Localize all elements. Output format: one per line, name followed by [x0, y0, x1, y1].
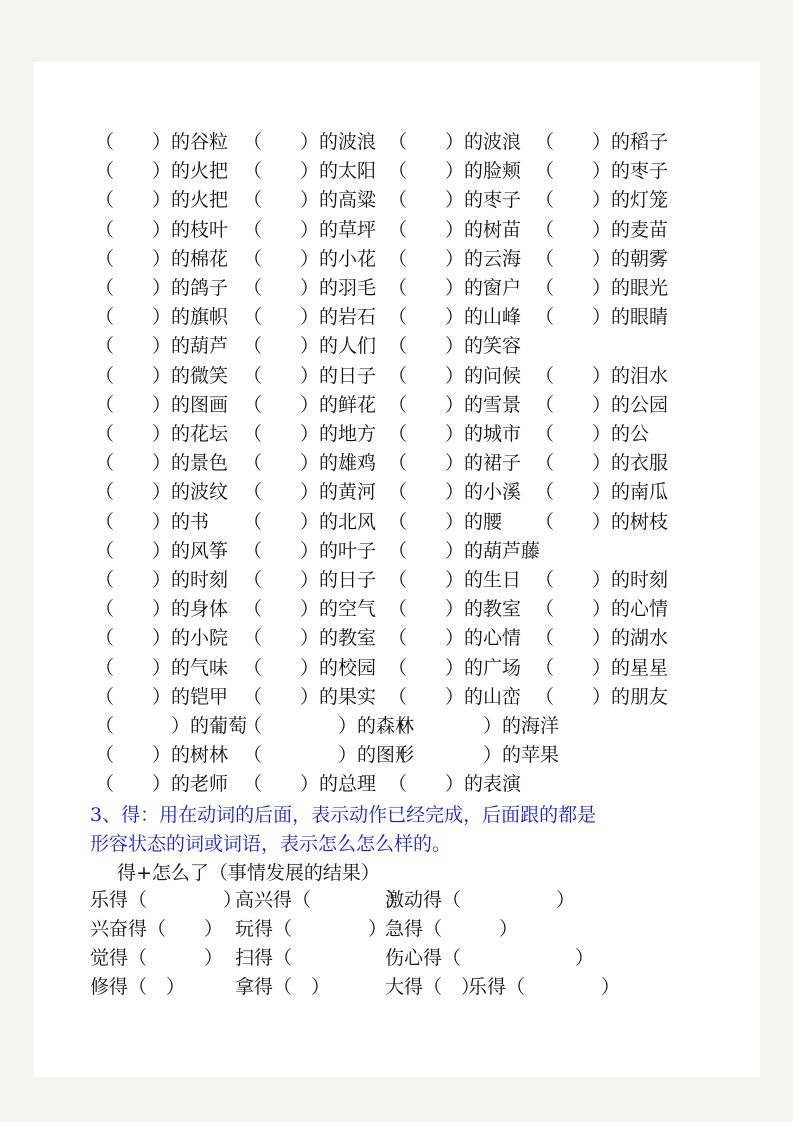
exercise-row — [0, 245, 793, 274]
fill-in-phrase: （ ）的日子 — [243, 569, 377, 591]
fill-in-phrase: （ ）的图形 — [243, 744, 415, 767]
exercise-row — [0, 157, 793, 186]
fill-in-phrase: （ ）的裙子 — [388, 452, 522, 475]
fill-in-phrase: （ ）的城市 — [388, 423, 522, 445]
fill-in-phrase: （ ）的公 — [535, 423, 650, 445]
exercise-row — [0, 595, 793, 624]
fill-in-phrase: 觉得（ ） — [90, 947, 224, 969]
fill-in-phrase: （ ）的树林 — [95, 744, 229, 767]
fill-in-phrase: 扫得（ — [235, 947, 293, 969]
fill-in-phrase: （ ）的枝叶 — [95, 218, 229, 241]
fill-in-phrase: （ ）的生日 — [388, 569, 522, 591]
fill-in-phrase: （ ）的小花 — [243, 247, 377, 270]
exercise-row — [0, 508, 793, 537]
fill-in-phrase: （ ）的稻子 — [535, 131, 669, 153]
exercise-row — [0, 741, 793, 770]
exercise-row — [0, 624, 793, 653]
fill-in-phrase: 高兴得（ ） — [235, 889, 407, 911]
fill-in-phrase: 拿得（ ） — [235, 976, 331, 998]
fill-in-phrase: （ ）的山峰 — [388, 306, 522, 329]
fill-in-phrase: （ ）的地方 — [243, 423, 377, 445]
exercise-row — [0, 712, 793, 741]
fill-in-phrase: （ ）的书 — [95, 510, 210, 533]
fill-in-phrase: （ ）的校园 — [243, 656, 377, 679]
fill-in-phrase: （ ）的笑容 — [388, 335, 522, 358]
fill-in-phrase: （ ）的星星 — [535, 656, 669, 679]
fill-in-phrase: （ ）的海洋 — [388, 715, 560, 737]
fill-in-phrase: （ ）的南瓜 — [535, 481, 669, 504]
fill-in-phrase: 大得（ ） — [385, 976, 481, 998]
exercise-row — [0, 886, 793, 915]
exercise-row — [0, 362, 793, 391]
fill-in-phrase: （ ）的风筝 — [95, 539, 229, 562]
exercise-row — [0, 274, 793, 303]
fill-in-phrase: （ ）的黄河 — [243, 481, 377, 504]
fill-in-phrase: （ ）的心情 — [535, 598, 669, 621]
fill-in-phrase: （ ）的波纹 — [95, 481, 229, 504]
fill-in-phrase: （ ）的太阳 — [243, 160, 377, 183]
fill-in-phrase: （ ）的葫芦 — [95, 335, 229, 358]
fill-in-phrase: （ ）的景色 — [95, 452, 229, 475]
fill-in-phrase: （ ）的岩石 — [243, 306, 377, 329]
fill-in-phrase: （ ）的时刻 — [95, 569, 229, 591]
exercise-row — [0, 683, 793, 712]
fill-in-phrase: （ ）的气味 — [95, 656, 229, 679]
fill-in-phrase: （ ）的日子 — [243, 364, 377, 387]
fill-in-phrase: （ ）的朋友 — [535, 685, 669, 708]
fill-in-phrase: （ ）的葡萄 — [95, 715, 248, 737]
fill-in-phrase: （ ）的叶子 — [243, 539, 377, 562]
exercise-row — [0, 566, 793, 595]
fill-in-phrase: （ ）的谷粒 — [95, 131, 229, 153]
fill-in-phrase: 急得（ ） — [385, 918, 519, 940]
fill-in-phrase: （ ）的总理 — [243, 773, 377, 796]
fill-in-phrase: （ ）的教室 — [388, 598, 522, 621]
fill-in-phrase: （ ）的麦苗 — [535, 218, 669, 241]
fill-in-phrase: 乐得（ ） — [90, 889, 243, 911]
fill-in-phrase: （ ）的花坛 — [95, 423, 229, 445]
fill-in-phrase: （ ）的枣子 — [388, 189, 522, 212]
exercise-row — [0, 216, 793, 245]
fill-in-phrase: 伤心得（ ） — [385, 947, 595, 969]
fill-in-phrase: （ ）的棉花 — [95, 247, 229, 270]
fill-in-phrase: （ ）的图画 — [95, 393, 229, 416]
exercise-row — [0, 915, 793, 944]
exercise-row — [0, 449, 793, 478]
exercise-row — [0, 654, 793, 683]
fill-in-phrase: （ ）的高粱 — [243, 189, 377, 212]
section-3-heading-line-2: 形容状态的词或词语，表示怎么怎么样的。 — [90, 833, 452, 855]
fill-in-phrase: （ ）的草坪 — [243, 218, 377, 241]
fill-in-phrase: （ ）的雪景 — [388, 393, 522, 416]
fill-in-phrase: （ ）的湖水 — [535, 627, 669, 650]
exercise-row — [0, 303, 793, 332]
fill-in-phrase: （ ）的教室 — [243, 627, 377, 650]
fill-in-phrase: （ ）的窗户 — [388, 277, 522, 299]
fill-in-phrase: （ ）的果实 — [243, 685, 377, 708]
fill-in-phrase: （ ）的羽毛 — [243, 277, 377, 299]
fill-in-phrase: （ ）的广场 — [388, 656, 522, 679]
fill-in-phrase: （ ）的小溪 — [388, 481, 522, 504]
fill-in-phrase: （ ）的表演 — [388, 773, 522, 796]
fill-in-phrase: （ ）的人们 — [243, 335, 377, 358]
fill-in-phrase: （ ）的旗帜 — [95, 306, 229, 329]
fill-in-phrase: （ ）的波浪 — [388, 131, 522, 153]
fill-in-phrase: （ ）的波浪 — [243, 131, 377, 153]
fill-in-phrase: （ ）的铠甲 — [95, 685, 229, 708]
fill-in-phrase: （ ）的朝雾 — [535, 247, 669, 270]
fill-in-phrase: （ ）的鸽子 — [95, 277, 229, 299]
fill-in-phrase: （ ）的北风 — [243, 510, 377, 533]
fill-in-phrase: （ ）的问候 — [388, 364, 522, 387]
exercise-row — [0, 973, 793, 1002]
fill-in-phrase: （ ）的小院 — [95, 627, 229, 650]
fill-in-phrase: （ ）的灯笼 — [535, 189, 669, 212]
fill-in-phrase: （ ）的枣子 — [535, 160, 669, 183]
fill-in-phrase: 乐得（ ） — [468, 976, 621, 998]
fill-in-phrase: （ ）的腰 — [388, 510, 503, 533]
section-3-heading-line-1: 3、得：用在动词的后面，表示动作已经完成，后面跟的都是 — [90, 804, 597, 826]
exercise-row — [0, 770, 793, 799]
exercise-row — [0, 332, 793, 361]
fill-in-phrase: （ ）的公园 — [535, 393, 669, 416]
exercise-row — [0, 537, 793, 566]
section-3-subheading: 得+怎么了（事情发展的结果） — [117, 862, 380, 884]
fill-in-phrase: （ ）的树苗 — [388, 218, 522, 241]
fill-in-phrase: （ ）的衣服 — [535, 452, 669, 475]
fill-in-phrase: （ ）的葫芦藤 — [388, 539, 541, 562]
fill-in-phrase: （ ）的火把 — [95, 189, 229, 212]
fill-in-phrase: （ ）的老师 — [95, 773, 229, 796]
fill-in-phrase: （ ）的眼光 — [535, 277, 669, 299]
fill-in-phrase: （ ）的火把 — [95, 160, 229, 183]
exercise-row — [0, 128, 793, 157]
fill-in-phrase: （ ）的时刻 — [535, 569, 669, 591]
fill-in-phrase: （ ）的身体 — [95, 598, 229, 621]
fill-in-phrase: （ ）的空气 — [243, 598, 377, 621]
exercise-row — [0, 944, 793, 973]
fill-in-phrase: （ ）的森林 — [243, 715, 415, 737]
fill-in-phrase: （ ）的苹果 — [388, 744, 560, 767]
exercise-row — [0, 391, 793, 420]
exercise-row — [0, 420, 793, 449]
fill-in-phrase: 修得（ ） — [90, 976, 186, 998]
fill-in-phrase: 兴奋得（ ） — [90, 918, 224, 940]
fill-in-phrase: （ ）的眼睛 — [535, 306, 669, 329]
fill-in-phrase: 激动得（ ） — [385, 889, 576, 911]
fill-in-phrase: （ ）的鲜花 — [243, 393, 377, 416]
exercise-row — [0, 478, 793, 507]
fill-in-phrase: （ ）的云海 — [388, 247, 522, 270]
fill-in-phrase: （ ）的心情 — [388, 627, 522, 650]
fill-in-phrase: （ ）的雄鸡 — [243, 452, 377, 475]
fill-in-phrase: （ ）的树枝 — [535, 510, 669, 533]
fill-in-phrase: 玩得（ ） — [235, 918, 388, 940]
fill-in-phrase: （ ）的山峦 — [388, 685, 522, 708]
fill-in-phrase: （ ）的泪水 — [535, 364, 669, 387]
fill-in-phrase: （ ）的脸颊 — [388, 160, 522, 183]
fill-in-phrase: （ ）的微笑 — [95, 364, 229, 387]
exercise-row — [0, 186, 793, 215]
